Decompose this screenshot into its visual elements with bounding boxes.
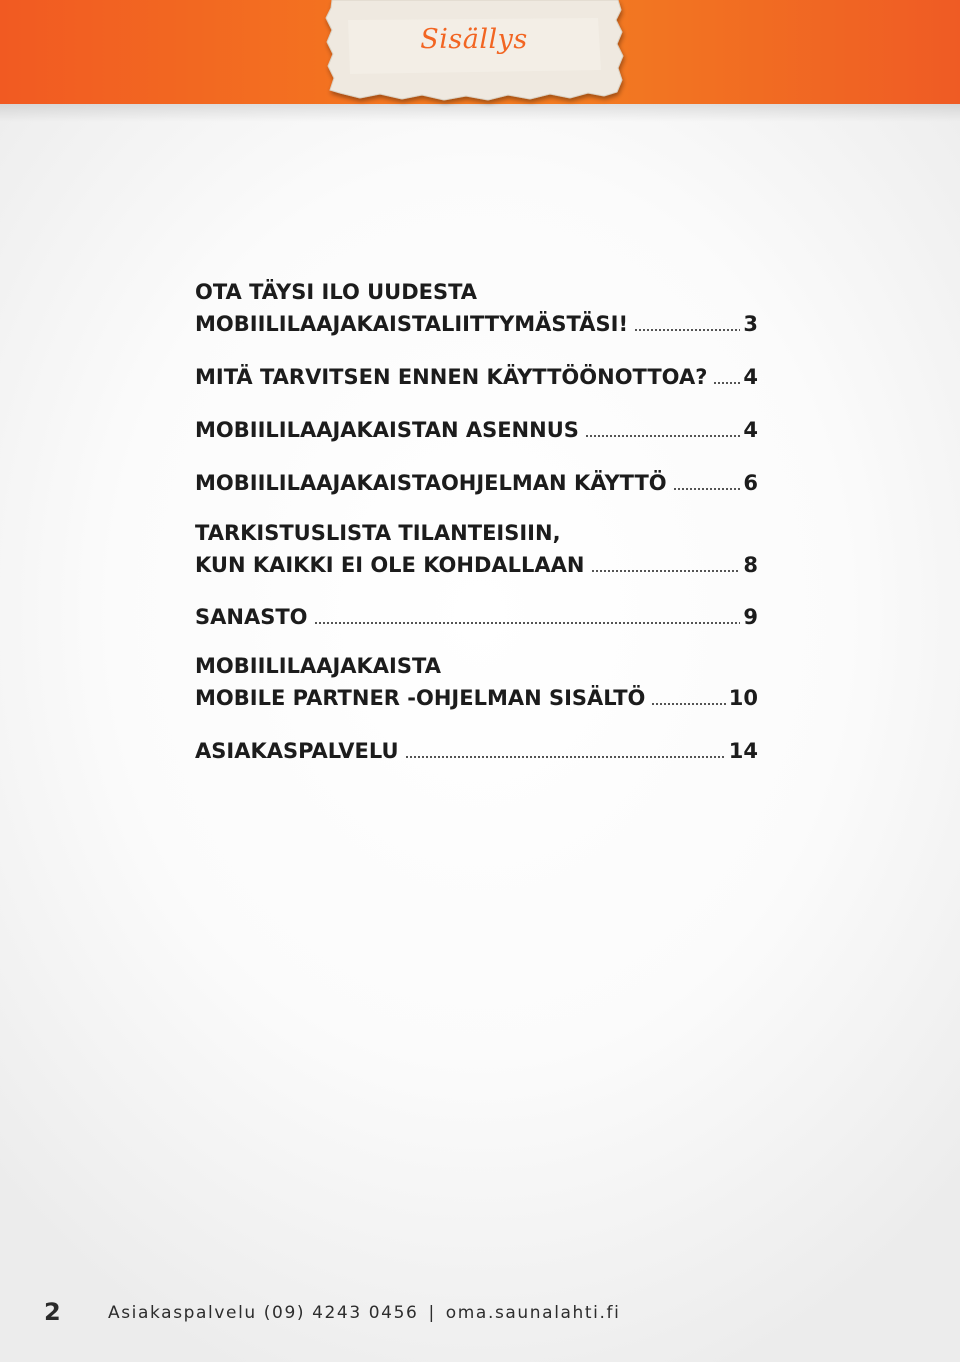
toc-page-number: 10 [728,686,758,710]
dot-leader [713,380,740,386]
toc-page-number: 8 [743,553,758,577]
toc-page-number: 9 [743,605,758,629]
toc-entry-title-line: TARKISTUSLISTA TILANTEISIIN, [195,521,561,545]
toc-entry[interactable] [195,735,758,767]
toc-entry-title: MITÄ TARVITSEN ENNEN KÄYTTÖÖNOTTOA? [195,365,708,389]
toc-entry[interactable] [195,467,758,499]
dot-leader [314,620,741,626]
dot-leader [634,327,740,333]
table-of-contents [195,276,758,767]
toc-entry[interactable] [195,276,758,340]
dot-leader [591,568,741,574]
toc-entry-title: KUN KAIKKI EI OLE KOHDALLAAN [195,553,585,577]
section-title: Sisällys [420,24,528,55]
toc-page-number: 4 [743,418,758,442]
page-number: 2 [44,1298,61,1326]
toc-entry-title: ASIAKASPALVELU [195,739,399,763]
dot-leader [673,486,741,492]
toc-page-number: 3 [743,312,758,336]
toc-entry[interactable] [195,361,758,393]
dot-leader [585,433,740,439]
toc-entry-title-line: OTA TÄYSI ILO UUDESTA [195,280,478,304]
customer-service-phone: Asiakaspalvelu (09) 4243 0456 [108,1303,419,1323]
toc-page-number: 14 [728,739,758,763]
toc-entry-title: MOBIILILAAJAKAISTALIITTYMÄSTÄSI! [195,312,629,336]
toc-entry-title: MOBIILILAAJAKAISTAN ASENNUS [195,418,579,442]
dot-leader [651,701,725,707]
toc-page-number: 6 [743,471,758,495]
toc-entry-title: MOBIILILAAJAKAISTAOHJELMAN KÄYTTÖ [195,471,667,495]
footer-contact [108,1303,620,1323]
toc-entry[interactable] [195,517,758,581]
toc-entry-title-line: MOBIILILAAJAKAISTA [195,654,441,678]
toc-entry-title: SANASTO [195,605,308,629]
toc-entry[interactable] [195,601,758,633]
toc-entry-title: MOBILE PARTNER -OHJELMAN SISÄLTÖ [195,686,646,710]
dot-leader [405,754,726,760]
toc-entry[interactable] [195,650,758,714]
torn-paper-label [318,0,630,110]
toc-page-number: 4 [743,365,758,389]
footer-separator: | [428,1303,436,1323]
website-link[interactable]: oma.saunalahti.fi [445,1303,621,1323]
toc-entry[interactable] [195,414,758,446]
